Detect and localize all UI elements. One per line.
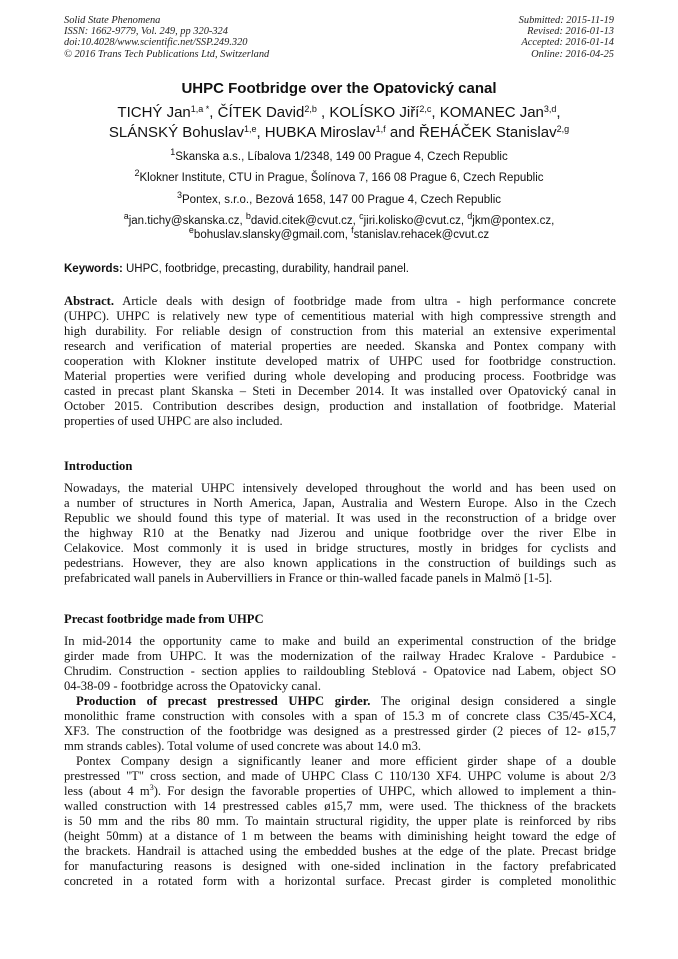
author-list <box>0 103 678 143</box>
keywords <box>64 263 616 275</box>
email-slansky[interactable]: bohuslav.slansky@gmail.com, <box>193 229 352 241</box>
author-hubka: , HUBKA Miroslav <box>256 124 376 141</box>
affiliation-1: $^1$Skanska a.s., Líbalova 1/2348, 149 00 Prague 4, Czech Republic <box>170 147 508 163</box>
dates-header <box>519 15 614 60</box>
affiliation-2: $^2$Klokner Institute, CTU in Prague, Šolínova 7, 166 08 Prague 6, Czech Republic <box>134 168 544 184</box>
email-list <box>0 211 678 242</box>
author-kolisko: , KOLÍSKO Jiří <box>316 104 420 121</box>
production-subheading: Production of precast prestressed UHPC girder. <box>76 694 371 708</box>
email-kolisko[interactable]: jiri.kolisko@cvut.cz, <box>363 215 468 227</box>
email-line-2: $^e$bohuslav.slansky@gmail.com, $^f$stanislav.rehacek@cvut.cz <box>188 225 490 241</box>
issn-line: ISSN: 1662-9779, Vol. 249, pp 320-324 <box>64 26 228 38</box>
revised-date: Revised: 2016-01-13 <box>527 26 614 38</box>
keywords-text: UHPC, footbridge, precasting, durability, handrail panel. <box>122 263 409 275</box>
online-date: Online: 2016-04-25 <box>531 48 614 60</box>
doi-line[interactable]: doi:10.4028/www.scientific.net/SSP.249.320 <box>64 37 248 49</box>
accepted-date: Accepted: 2016-01-14 <box>521 37 614 49</box>
author-line-2: SLÁNSKÝ Bohuslav$^{1,e}$, HUBKA Miroslav$^{1,f}$ and ŘEHÁČEK Stanislav$^{2,g}$ <box>108 124 570 141</box>
author-rehacek: and ŘEHÁČEK Stanislav <box>385 124 557 141</box>
author-komanec: , KOMANEC Jan <box>431 104 544 121</box>
author-line-1: TICHÝ Jan$^{1,a *}$, ČÍTEK David$^{2,b}$ , KOLÍSKO Jiří$^{2,c}$, KOMANEC Jan$^{3,d}$, <box>117 104 561 121</box>
email-tichy[interactable]: jan.tichy@skanska.cz, <box>128 215 246 227</box>
journal-header <box>64 15 269 60</box>
author-citek: , ČÍTEK David <box>209 104 305 121</box>
abstract: Abstract. Article deals with design of footbridge made from ultra - high performance concrete (UHPC). UHPC is relatively new type of cementitious material with high compressive strength and high durability. For reliable design of construction from this material an extensive experimental research and verification of material properties are needed. Skanska and Pontex company with cooperation with Klokner institute developed matrix of UHPC used for footbridge construction. Material properties were verified during whole developing and producing process. Footbridge was casted in precast plant Skanska – Steti in December 2014. It was installed over Opatovický canal in October 2015. Contribution describes design, production and installation of footbridge. Material properties of used UHPC are also included. <box>64 294 616 428</box>
introduction-heading: Introduction <box>64 459 133 473</box>
email-line-1: $^a$jan.tichy@skanska.cz, $^b$david.citek@cvut.cz, $^c$jiri.kolisko@cvut.cz, $^d$jkm@pontex.cz, <box>123 211 555 227</box>
abstract-label: Abstract. <box>64 294 115 308</box>
copyright-line: © 2016 Trans Tech Publications Ltd, Switzerland <box>64 48 270 60</box>
precast-text: In mid-2014 the opportunity came to make and build an experimental construction of the bridge girder made from UHPC. It was the modernization of the railway Hradec Kralove - Pardubice - Chrudim. Construction - section applies to raildoubling Steblová - Opatovice nad Labem, object SO 04-38-09 - footbridge across the Opatovicky canal. Production of precast prestressed UHPC girder. The original design considered a single monolithic frame construction with consoles with a span of 15.3 m of concrete class C35/45-XC4, XF3. The construction of the footbridge was designed as a prestressed girder (2 pieces of 12- ø15,7 mm strands cables). Total volume of used concrete was about 14.0 m3. Pontex Company design a significantly leaner and more efficient girder shape of a double prestressed "T" cross section, and made of UHPC Class C 110/130 XF4. UHPC volume is about 2/3 less (about 4 $m^3$). For design the favorable properties of UHPC, which allowed to implement a thin- walled construction with 14 prestressed cables ø15,7 mm, were used. The thickness of the brackets is 50 mm and the ribs 80 mm. To maintain structural rigidity, the upper plate is reinforced by ribs (height 50mm) at a distance of 1 m between the beams with diminishing height toward the edge of the brackets. Handrail is attached using the embedded bushes at the edge of the plate. Precast bridge for manufacturing reasons is designed with one-sided inclination in the factory prefabricated concreted in a rotated form with a horizontal surface. Precast girder is completed monolithic <box>64 634 617 888</box>
keywords-label: Keywords: <box>64 263 123 275</box>
email-komanec[interactable]: jkm@pontex.cz, <box>472 215 555 227</box>
email-citek[interactable]: david.citek@cvut.cz, <box>250 215 360 227</box>
submitted-date: Submitted: 2015-11-19 <box>518 15 614 26</box>
journal-name: Solid State Phenomena <box>64 15 161 26</box>
author-slansky: SLÁNSKÝ Bohuslav <box>108 124 244 141</box>
affiliation-3: $^3$Pontex, s.r.o., Bezová 1658, 147 00 Prague 4, Czech Republic <box>176 190 502 206</box>
paper-title: UHPC Footbridge over the Opatovický canal <box>181 80 497 97</box>
introduction-text: Nowadays, the material UHPC intensively developed throughout the world and has been used on a number of structures in North America, Japan, Australia and Western Europe. Also in the Czech Republic we should found this type of material. It was used in the reconstruction of a bridge over the highway R10 at the Benatky nad Jizerou and unique footbridge over the river Elbe in Celakovice. Most commonly it is used in bridge structures, mostly in bridges for cyclists and pedestrians. However, they are also known applications in the construction of buildings such as prefabricated wall panels in Aubervilliers in France or thin-walled facade panels in Malmö [1-5]. <box>64 481 616 585</box>
precast-heading: Precast footbridge made from UHPC <box>64 612 264 626</box>
email-rehacek[interactable]: stanislav.rehacek@cvut.cz <box>353 229 490 241</box>
author-tichy: TICHÝ Jan <box>117 104 191 121</box>
